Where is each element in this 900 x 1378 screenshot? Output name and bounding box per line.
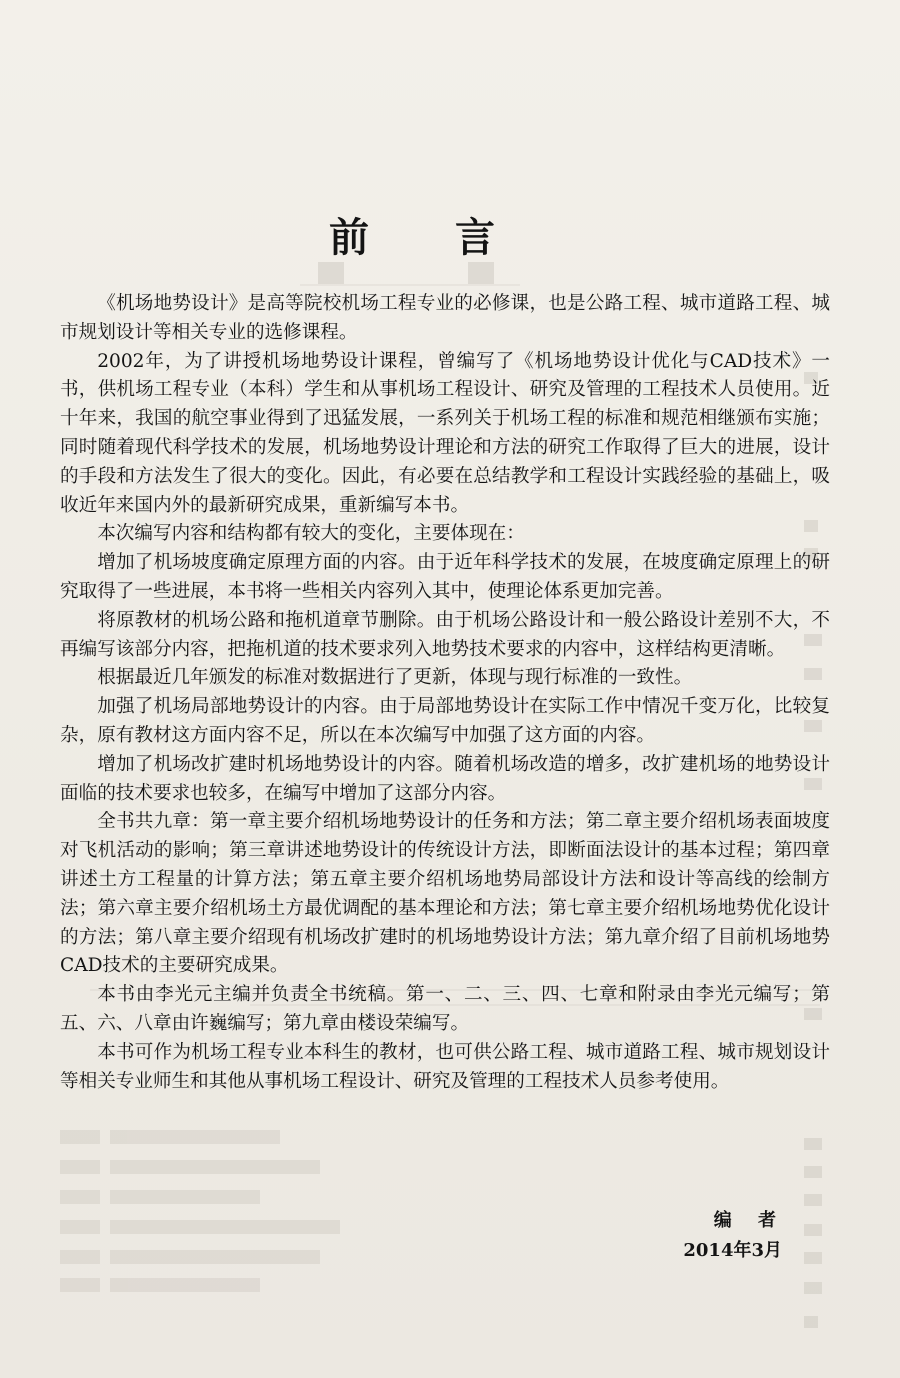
paragraph: 全书共九章：第一章主要介绍机场地势设计的任务和方法；第二章主要介绍机场表面坡度对飞机活动的影响；第三章讲述地势设计的传统设计方法，即断面法设计的基本过程；第四章讲述土方工程量的计算方法；第五章主要介绍机场地势局部设计方法和设计等高线的绘制方法；第六章主要介绍机场土方最优调配的基本理论和方法；第七章主要介绍机场地势优化设计的方法；第八章主要介绍现有机场改扩建时的机场地势设计方法；第九章介绍了目前机场地势CAD技术的主要研究成果。	[60, 811, 830, 977]
paragraph: 2002年，为了讲授机场地势设计课程，曾编写了《机场地势设计优化与CAD技术》一书，供机场工程专业（本科）学生和从事机场工程设计、研究及管理的工程技术人员使用。近十年来，我国的航空事业得到了迅猛发展，一系列关于机场工程的标准和规范相继颁布实施；同时随着现代科学技术的发展，机场地势设计理论和方法的研究工作取得了巨大的进展，设计的手段和方法发生了很大的变化。因此，有必要在总结教学和工程设计实践经验的基础上，吸收近年来国内外的最新研究成果，重新编写本书。	[60, 350, 830, 516]
paragraph: 增加了机场坡度确定原理方面的内容。由于近年科学技术的发展，在坡度确定原理上的研究取得了一些进展，本书将一些相关内容列入其中，使理论体系更加完善。	[60, 552, 830, 602]
signature-block	[683, 1206, 786, 1266]
paragraph: 本书可作为机场工程专业本科生的教材，也可供公路工程、城市道路工程、城市规划设计等相关专业师生和其他从事机场工程设计、研究及管理的工程技术人员参考使用。	[60, 1041, 830, 1092]
paragraph: 加强了机场局部地势设计的内容。由于局部地势设计在实际工作中情况千变万化，比较复杂，原有教材这方面内容不足，所以在本次编写中加强了这方面的内容。	[60, 696, 830, 746]
paragraph: 根据最近几年颁发的标准对数据进行了更新，体现与现行标准的一致性。	[97, 667, 693, 689]
preface-body	[60, 290, 830, 1096]
paragraph: 《机场地势设计》是高等院校机场工程专业的必修课，也是公路工程、城市道路工程、城市规划设计等相关专业的选修课程。	[60, 293, 830, 343]
signature-author: 编 者	[713, 1210, 786, 1231]
paragraph: 将原教材的机场公路和拖机道章节删除。由于机场公路设计和一般公路设计差别不大，不再编写该部分内容，把拖机道的技术要求列入地势技术要求的内容中，这样结构更清晰。	[60, 609, 830, 660]
signature-date: 2014年3月	[683, 1240, 782, 1261]
paragraph: 本书由李光元主编并负责全书统稿。第一、二、三、四、七章和附录由李光元编写；第五、六、八章由许巍编写；第九章由楼设荣编写。	[60, 984, 830, 1034]
paragraph: 本次编写内容和结构都有较大的变化，主要体现在：	[97, 523, 525, 545]
page-title: 前 言	[329, 215, 531, 261]
paragraph: 增加了机场改扩建时机场地势设计的内容。随着机场改造的增多，改扩建机场的地势设计面临的技术要求也较多，在编写中增加了这部分内容。	[60, 753, 830, 804]
